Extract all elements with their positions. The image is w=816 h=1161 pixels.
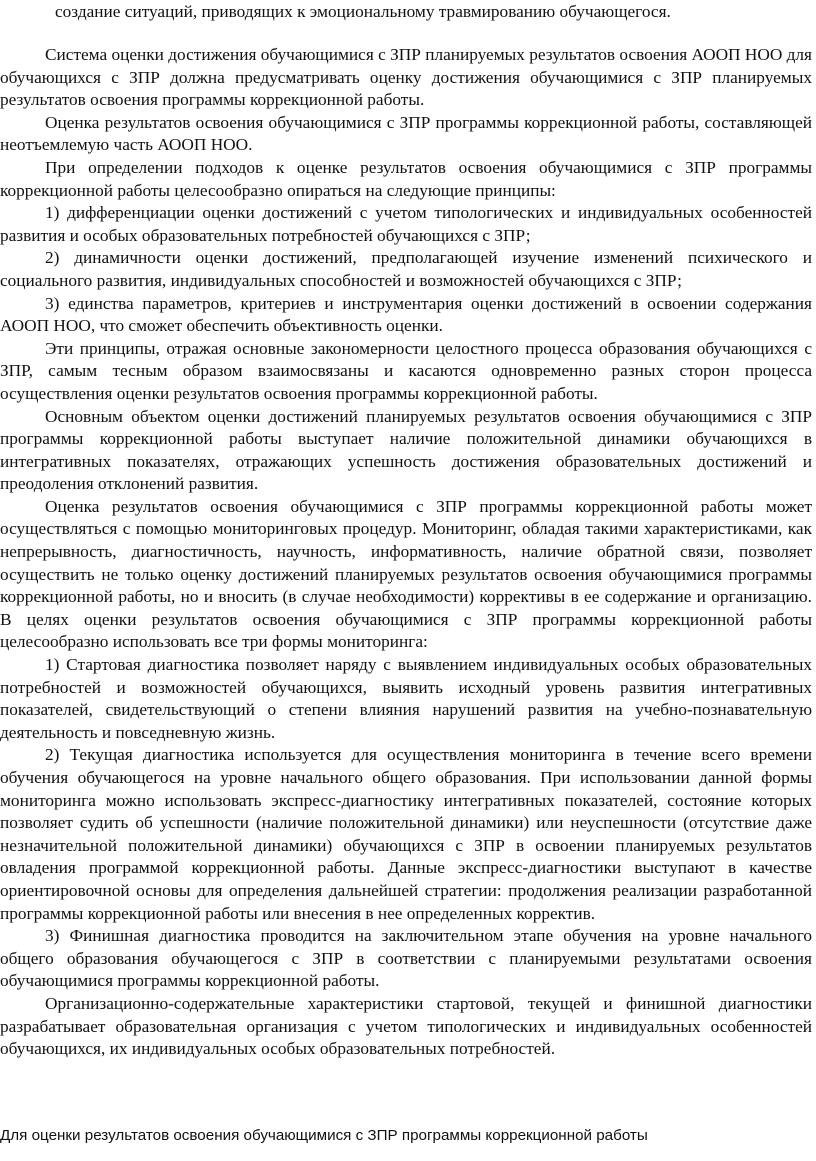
list-item-principle-3: 3) единства параметров, критериев и инструментария оценки достижений в освоении содержания АООП НОО, что сможет обеспечить объективность оценки.	[0, 293, 812, 336]
paragraph: Организационно-содержательные характеристики стартовой, текущей и финишной диагностики разрабатывает образовательная организация с учетом типологических и индивидуальных особенностей обучающихся, их индивидуальных особых образовательных потребностей.	[0, 993, 812, 1059]
paragraph: При определении подходов к оценке результатов освоения обучающимися с ЗПР программы коррекционной работы целесообразно опираться на следующие принципы:	[0, 157, 812, 200]
paragraph: Система оценки достижения обучающимися с ЗПР планируемых результатов освоения АООП НОО для обучающихся с ЗПР должна предусматривать оценку достижения обучающимися с ЗПР планируемых результатов освоения программы коррекционной работы.	[0, 45, 812, 110]
paragraph: Эти принципы, отражая основные закономерности целостного процесса образования обучающихся с ЗПР, самым тесным образом взаимосвязаны и касаются одновременно разных сторон процесса осуществления оценки результатов освоения программы коррекционной работы.	[0, 338, 812, 403]
list-item-principle-1: 1) дифференциации оценки достижений с учетом типологических и индивидуальных особенностей развития и особых образовательных потребностей обучающихся с ЗПР;	[0, 203, 812, 245]
list-item-principle-2: 2) динамичности оценки достижений, предполагающей изучение изменений психического и социального развития, индивидуальных способностей и возможностей обучающихся с ЗПР;	[0, 248, 812, 290]
list-item-diagnostics-2: 2) Текущая диагностика используется для осуществления мониторинга в течение всего времени обучения обучающегося на уровне начального общего образования. При использовании данной формы мониторинга можно использовать экспресс-диагностику интегративных показателей, состояние которых позволяет судить об успешности (наличие положительной динамики) или неуспешности (отсутствие даже незначительной положительной динамики) обучающихся с ЗПР в освоении планируемых результатов овладения программой коррекционной работы. Данные экспресс-диагностики выступают в качестве ориентировочной основы для определения дальнейшей стратегии: продолжения реализации разработанной программы коррекционной работы или внесения в нее определенных корректив.	[0, 745, 812, 923]
list-item-diagnostics-1: 1) Стартовая диагностика позволяет наряду с выявлением индивидуальных особых образовательных потребностей и возможностей обучающихся, выявить исходный уровень развития интегративных показателей, свидетельствующий о степени влияния нарушений развития на учебно-познавательную деятельность и повседневную жизнь.	[0, 655, 812, 742]
continued-line: создание ситуаций, приводящих к эмоциональному травмированию обучающегося.	[55, 2, 671, 21]
paragraph: Оценка результатов освоения обучающимися с ЗПР программы коррекционной работы может осуществляться с помощью мониторинговых процедур. Мониторинг, обладая такими характеристиками, как непрерывность, диагностичность, научность, информативность, наличие обратной связи, позволяет осуществить не только оценку достижений планируемых результатов освоения обучающимися программы коррекционной работы, но и вносить (в случае необходимости) коррективы в ее содержание и организацию. В целях оценки результатов освоения обучающимися с ЗПР программы коррекционной работы целесообразно использовать все три формы мониторинга:	[0, 496, 812, 652]
body-text	[0, 44, 812, 1061]
paragraph: Оценка результатов освоения обучающимися с ЗПР программы коррекционной работы, составляющей неотъемлемую часть АООП НОО.	[0, 112, 812, 155]
paragraph: Основным объектом оценки достижений планируемых результатов освоения обучающимися с ЗПР программы коррекционной работы выступает наличие положительной динамики обучающихся в интегративных показателях, отражающих успешность достижения образовательных достижений и преодоления отклонений развития.	[0, 406, 812, 494]
list-item-diagnostics-3: 3) Финишная диагностика проводится на заключительном этапе обучения на уровне начального общего образования обучающегося с ЗПР в соответствии с планируемыми результатами освоения обучающимися программы коррекционной работы.	[0, 926, 812, 991]
heading-line: Для оценки результатов освоения обучающимися с ЗПР программы коррекционной работы	[0, 1127, 648, 1144]
